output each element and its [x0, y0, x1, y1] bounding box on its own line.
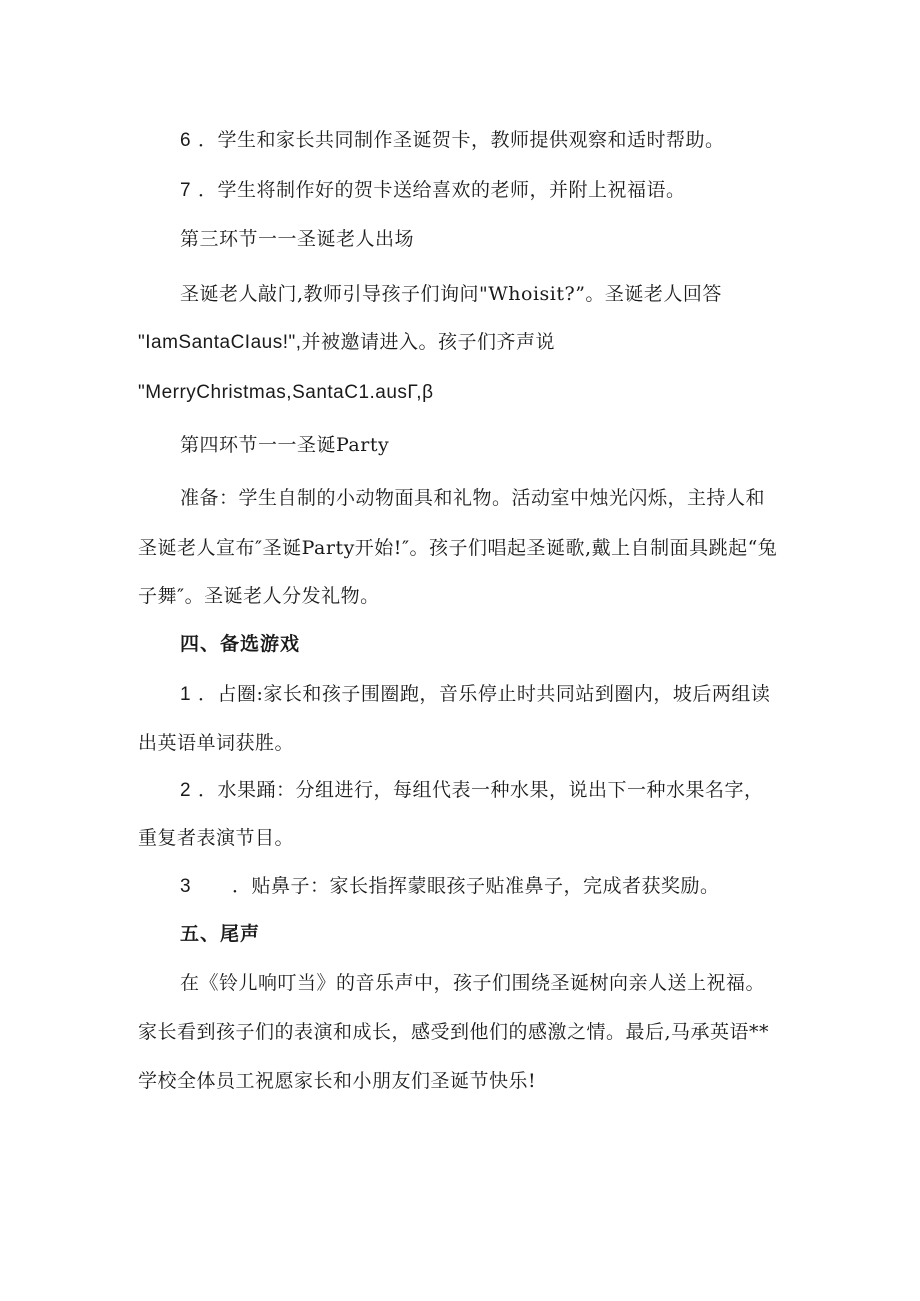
paragraph-line: 在《铃儿响叮当》的音乐声中，孩子们围绕圣诞树向亲人送上祝福。 [180, 972, 766, 994]
paragraph-line: 圣诞老人敲门,教师引导孩子们询问"Whoisit?”。圣诞老人回答 [180, 283, 722, 305]
list-item-6 [180, 127, 725, 154]
section-stage-three: 第三环节一一圣诞老人出场 [180, 228, 415, 250]
list-number: 6 [180, 130, 192, 151]
list-text: ．水果踊：分组进行，每组代表一种水果，说出下一种水果名字， [198, 779, 764, 801]
list-text: ．贴鼻子：家长指挥蒙眼孩子贴准鼻子，完成者获奖励。 [232, 875, 720, 897]
list-number: 2 [180, 780, 192, 801]
paragraph-line: 圣诞老人宣布″圣诞Party开始!″。孩子们唱起圣诞歌,戴上自制面具跳起“兔 [138, 537, 778, 559]
list-text: ．学生和家长共同制作圣诞贺卡，教师提供观察和适时帮助。 [198, 129, 725, 151]
heading-epilogue: 五、尾声 [180, 923, 261, 945]
list-number: 1 [180, 684, 192, 705]
paragraph-line: 准备：学生自制的小动物面具和礼物。活动室中烛光闪烁，主持人和 [180, 487, 766, 509]
heading-optional-games: 四、备选游戏 [180, 633, 301, 655]
paragraph-line: "MerryChristmas,SantaC1.ausΓ,β [138, 382, 434, 403]
section-stage-four: 第四环节一一圣诞Party [180, 434, 390, 456]
list-number: 3 [180, 876, 192, 897]
paragraph-line: "IamSantaCIaus!",并被邀请进入。孩子们齐声说 [138, 332, 556, 353]
list-text: ．占圈:家长和孩子围圈跑，音乐停止时共同站到圈内，坡后两组读 [198, 683, 771, 705]
paragraph-line: 家长看到孩子们的表演和成长，感受到他们的感激之情。最后,马承英语** [138, 1021, 770, 1043]
paragraph-line: 出英语单词获胜。 [138, 732, 295, 754]
list-text: ．学生将制作好的贺卡送给喜欢的老师，并附上祝福语。 [198, 179, 686, 201]
list-item-1 [180, 681, 770, 708]
list-item-2 [180, 777, 764, 804]
list-item-3 [180, 873, 720, 900]
paragraph-line: 重复者表演节目。 [138, 827, 295, 849]
list-item-7 [180, 177, 686, 204]
list-number: 7 [180, 180, 192, 201]
paragraph-line: 子舞″。圣诞老人分发礼物。 [138, 585, 380, 607]
paragraph-line: 学校全体员工祝愿家长和小朋友们圣诞节快乐! [138, 1070, 537, 1092]
